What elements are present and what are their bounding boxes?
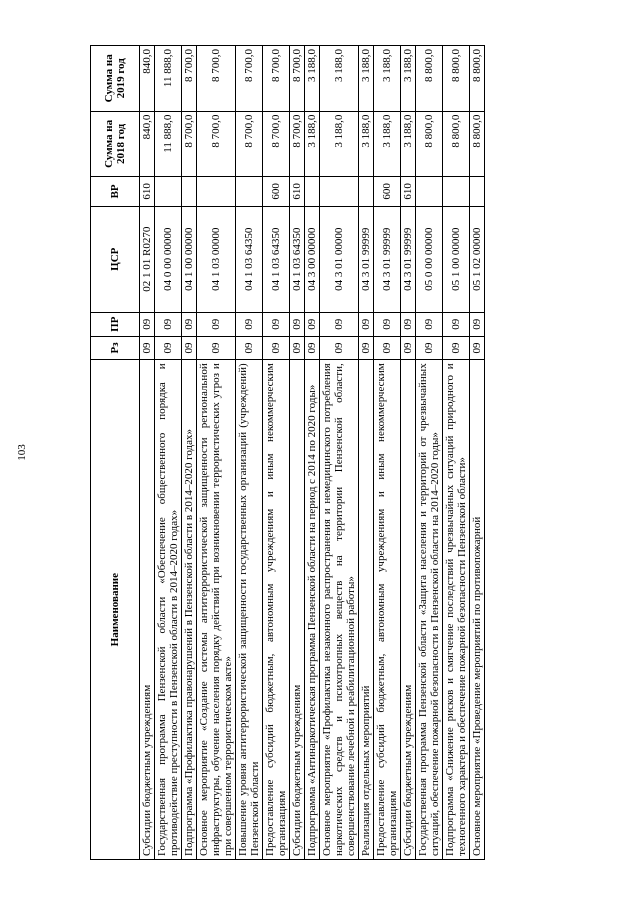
cell-csr: 04 1 03 64350 xyxy=(263,206,290,312)
cell-sum-2019: 8 800,0 xyxy=(443,46,470,112)
cell-vr: 610 xyxy=(290,177,305,206)
cell-csr: 05 1 00 00000 xyxy=(443,206,470,312)
cell-sum-2018: 8 700,0 xyxy=(236,111,263,177)
cell-sum-2019: 3 188,0 xyxy=(374,46,401,112)
cell-pr: 09 xyxy=(443,312,470,336)
cell-rz: 09 xyxy=(140,336,155,360)
cell-csr: 04 3 00 00000 xyxy=(305,206,320,312)
table-row xyxy=(182,46,197,860)
table-row xyxy=(140,46,155,860)
cell-sum-2019: 3 188,0 xyxy=(305,46,320,112)
cell-name: Предоставление субсидий бюджетным, автономным учреждениям и иным некоммерческим организациям xyxy=(263,360,290,860)
header-sum-2018: Сумма на 2018 год xyxy=(91,111,140,177)
cell-pr: 09 xyxy=(155,312,182,336)
cell-rz: 09 xyxy=(305,336,320,360)
cell-sum-2019: 11 888,0 xyxy=(155,46,182,112)
cell-csr: 02 1 01 R0270 xyxy=(140,206,155,312)
cell-csr: 04 3 01 99999 xyxy=(374,206,401,312)
cell-rz: 09 xyxy=(182,336,197,360)
cell-vr xyxy=(320,177,359,206)
cell-pr: 09 xyxy=(470,312,485,336)
cell-vr xyxy=(359,177,374,206)
header-csr: ЦСР xyxy=(91,206,140,312)
header-sum-2019: Сумма на 2019 год xyxy=(91,46,140,112)
cell-rz: 09 xyxy=(197,336,236,360)
cell-sum-2018: 3 188,0 xyxy=(359,111,374,177)
cell-name: Основное мероприятие «Профилактика незаконного распространения и немедицинского потребления наркотических средств и психотропных веществ на территории Пензенской области, совершенствование лечебной и реабилитационной работы» xyxy=(320,360,359,860)
cell-sum-2018: 3 188,0 xyxy=(374,111,401,177)
cell-name: Повышение уровня антитеррористической защищенности государственных организаций (учреждений) Пензенской области xyxy=(236,360,263,860)
page-number: 103 xyxy=(16,444,28,461)
cell-vr xyxy=(305,177,320,206)
cell-vr: 610 xyxy=(401,177,416,206)
cell-rz: 09 xyxy=(236,336,263,360)
cell-name: Субсидии бюджетным учреждениям xyxy=(140,360,155,860)
cell-name: Подпрограмма «Профилактика правонарушений в Пензенской области в 2014–2020 годах» xyxy=(182,360,197,860)
cell-pr: 09 xyxy=(359,312,374,336)
cell-sum-2019: 8 700,0 xyxy=(182,46,197,112)
cell-rz: 09 xyxy=(290,336,305,360)
cell-sum-2019: 8 700,0 xyxy=(290,46,305,112)
table-row xyxy=(443,46,470,860)
cell-csr: 04 3 01 99999 xyxy=(401,206,416,312)
cell-pr: 09 xyxy=(236,312,263,336)
cell-csr: 04 0 00 00000 xyxy=(155,206,182,312)
cell-rz: 09 xyxy=(401,336,416,360)
cell-sum-2019: 3 188,0 xyxy=(320,46,359,112)
cell-vr xyxy=(470,177,485,206)
cell-vr: 600 xyxy=(263,177,290,206)
cell-rz: 09 xyxy=(443,336,470,360)
cell-pr: 09 xyxy=(290,312,305,336)
header-row xyxy=(91,46,140,860)
table-row xyxy=(236,46,263,860)
cell-vr: 610 xyxy=(140,177,155,206)
cell-sum-2018: 8 700,0 xyxy=(197,111,236,177)
cell-vr xyxy=(182,177,197,206)
table-row xyxy=(290,46,305,860)
cell-sum-2018: 8 800,0 xyxy=(470,111,485,177)
cell-sum-2018: 3 188,0 xyxy=(401,111,416,177)
cell-pr: 09 xyxy=(374,312,401,336)
table-row xyxy=(470,46,485,860)
cell-vr xyxy=(236,177,263,206)
cell-pr: 09 xyxy=(140,312,155,336)
cell-sum-2018: 8 700,0 xyxy=(182,111,197,177)
table-row xyxy=(305,46,320,860)
cell-sum-2019: 3 188,0 xyxy=(359,46,374,112)
cell-rz: 09 xyxy=(416,336,443,360)
cell-name: Основное мероприятие «Проведение мероприятий по противопожарной xyxy=(470,360,485,860)
cell-pr: 09 xyxy=(401,312,416,336)
cell-rz: 09 xyxy=(263,336,290,360)
cell-pr: 09 xyxy=(305,312,320,336)
cell-name: Государственная программа Пензенской области «Обеспечение общественного порядка и противодействие преступности в Пензенской области в 2014–2020 годах» xyxy=(155,360,182,860)
cell-vr xyxy=(416,177,443,206)
cell-name: Подпрограмма «Антинаркотическая программа Пензенской области на период с 2014 по 2020 годы» xyxy=(305,360,320,860)
cell-rz: 09 xyxy=(359,336,374,360)
cell-sum-2019: 8 800,0 xyxy=(470,46,485,112)
cell-csr: 05 1 02 00000 xyxy=(470,206,485,312)
table-row xyxy=(197,46,236,860)
cell-sum-2018: 3 188,0 xyxy=(305,111,320,177)
cell-csr: 04 3 01 99999 xyxy=(359,206,374,312)
cell-name: Основное мероприятие «Создание системы антитеррористической защищенности региональной инфраструктуры, обучение населения порядку действий при возникновении террористических угроз и при совершенном террористическом акте» xyxy=(197,360,236,860)
cell-sum-2018: 8 700,0 xyxy=(290,111,305,177)
cell-pr: 09 xyxy=(182,312,197,336)
cell-vr xyxy=(197,177,236,206)
table-row xyxy=(320,46,359,860)
cell-pr: 09 xyxy=(320,312,359,336)
cell-csr: 04 1 03 64350 xyxy=(290,206,305,312)
cell-sum-2018: 8 800,0 xyxy=(416,111,443,177)
cell-csr: 04 1 03 64350 xyxy=(236,206,263,312)
cell-name: Субсидии бюджетным учреждениям xyxy=(401,360,416,860)
cell-csr: 04 1 03 00000 xyxy=(197,206,236,312)
cell-name: Государственная программа Пензенской области «Защита населения и территорий от чрезвычайных ситуаций, обеспечение пожарной безопасности в Пензенской области на 2014–2020 годы» xyxy=(416,360,443,860)
table-row xyxy=(359,46,374,860)
table-body xyxy=(140,46,485,860)
cell-vr xyxy=(443,177,470,206)
cell-sum-2018: 840,0 xyxy=(140,111,155,177)
rotated-table-container xyxy=(90,45,614,860)
cell-rz: 09 xyxy=(374,336,401,360)
cell-sum-2018: 3 188,0 xyxy=(320,111,359,177)
cell-sum-2019: 3 188,0 xyxy=(401,46,416,112)
cell-vr xyxy=(155,177,182,206)
cell-pr: 09 xyxy=(197,312,236,336)
cell-name: Субсидии бюджетным учреждениям xyxy=(290,360,305,860)
table-row xyxy=(416,46,443,860)
cell-pr: 09 xyxy=(263,312,290,336)
table-row xyxy=(374,46,401,860)
table-row xyxy=(155,46,182,860)
cell-sum-2019: 840,0 xyxy=(140,46,155,112)
cell-sum-2018: 11 888,0 xyxy=(155,111,182,177)
cell-rz: 09 xyxy=(320,336,359,360)
cell-sum-2018: 8 700,0 xyxy=(263,111,290,177)
cell-sum-2018: 8 800,0 xyxy=(443,111,470,177)
cell-name: Реализация отдельных мероприятий xyxy=(359,360,374,860)
cell-sum-2019: 8 800,0 xyxy=(416,46,443,112)
cell-sum-2019: 8 700,0 xyxy=(263,46,290,112)
cell-rz: 09 xyxy=(155,336,182,360)
budget-table xyxy=(90,45,485,860)
table-row xyxy=(401,46,416,860)
cell-csr: 04 1 00 00000 xyxy=(182,206,197,312)
cell-name: Подпрограмма «Снижение рисков и смягчение последствий чрезвычайных ситуаций природного и техногенного характера и обеспечение пожарной безопасности Пензенской области» xyxy=(443,360,470,860)
header-rz: Рз xyxy=(91,336,140,360)
header-pr: ПР xyxy=(91,312,140,336)
cell-rz: 09 xyxy=(470,336,485,360)
cell-pr: 09 xyxy=(416,312,443,336)
cell-csr: 05 0 00 00000 xyxy=(416,206,443,312)
cell-sum-2019: 8 700,0 xyxy=(197,46,236,112)
header-name: Наименование xyxy=(91,360,140,860)
cell-name: Предоставление субсидий бюджетным, автономным учреждениям и иным некоммерческим организациям xyxy=(374,360,401,860)
table-row xyxy=(263,46,290,860)
cell-sum-2019: 8 700,0 xyxy=(236,46,263,112)
cell-csr: 04 3 01 00000 xyxy=(320,206,359,312)
header-vr: ВР xyxy=(91,177,140,206)
cell-vr: 600 xyxy=(374,177,401,206)
